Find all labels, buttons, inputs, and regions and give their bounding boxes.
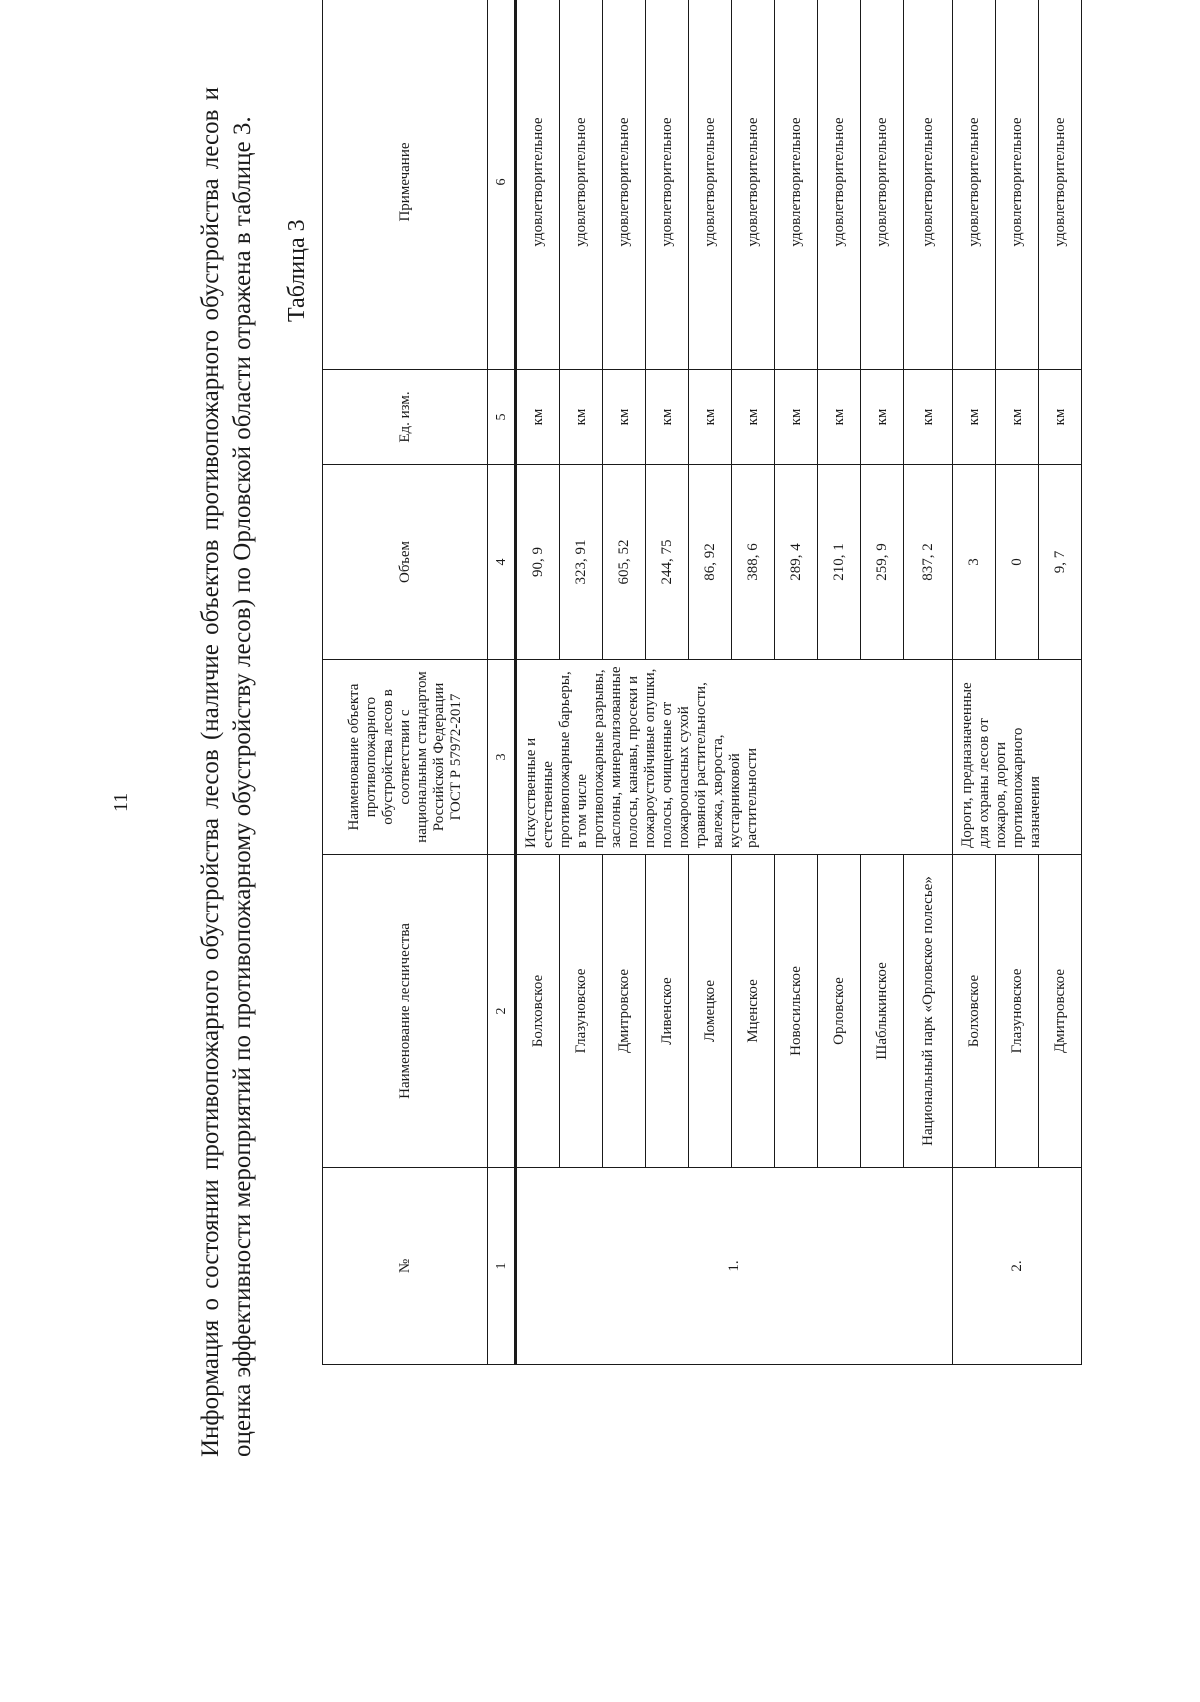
- object-description-cell: Искусственные и естественные противопожарные барьеры, в том числе противопожарные разрывы, заслоны, минерализованные полосы, канавы, просеки и пожароустойчивые опушки, полосы, очищенные от пожароопасных сухой травяной растительности, валежа, хвороста, кустарниковой растительности: [516, 660, 953, 855]
- volume-cell: 0: [996, 465, 1039, 660]
- unit-cell: км: [732, 370, 775, 465]
- forestry-cell: Ливенское: [646, 855, 689, 1168]
- note-cell: удовлетворительное: [818, 0, 861, 370]
- volume-cell: 9, 7: [1039, 465, 1082, 660]
- header-note: Примечание: [323, 0, 488, 370]
- volume-cell: 86, 92: [689, 465, 732, 660]
- section-heading: Информация о состоянии противопожарного обустройства лесов (наличие объектов противопожарного обустройства лесов и оценка эффективности мероприятий по противопожарному обустройству лесов) по Орловской области отражена в таблице 3.: [197, 87, 256, 1457]
- table-header-row: [323, 0, 488, 1365]
- volume-cell: 210, 1: [818, 465, 861, 660]
- note-cell: удовлетворительное: [775, 0, 818, 370]
- forestry-cell: Мценское: [732, 855, 775, 1168]
- note-cell: удовлетворительное: [732, 0, 775, 370]
- unit-cell: км: [904, 370, 953, 465]
- volume-cell: 3: [953, 465, 996, 660]
- forestry-cell: Ломецкое: [689, 855, 732, 1168]
- forestry-cell: Дмитровское: [603, 855, 646, 1168]
- note-cell: удовлетворительное: [904, 0, 953, 370]
- table-row: [516, 0, 560, 1365]
- unit-cell: км: [516, 370, 560, 465]
- unit-cell: км: [689, 370, 732, 465]
- volume-cell: 605, 52: [603, 465, 646, 660]
- unit-cell: км: [775, 370, 818, 465]
- note-cell: удовлетворительное: [689, 0, 732, 370]
- fire-protection-table: [322, 0, 1082, 1365]
- unit-cell: км: [953, 370, 996, 465]
- note-cell: удовлетворительное: [603, 0, 646, 370]
- header-unit: Ед. изм.: [323, 370, 488, 465]
- forestry-cell: Глазуновское: [996, 855, 1039, 1168]
- unit-cell: км: [603, 370, 646, 465]
- forestry-cell: Шаблыкинское: [861, 855, 904, 1168]
- header-num: №: [323, 1168, 488, 1365]
- group-number: 1.: [516, 1168, 953, 1365]
- column-number: 5: [488, 370, 516, 465]
- column-number: 4: [488, 465, 516, 660]
- forestry-cell: Дмитровское: [1039, 855, 1082, 1168]
- unit-cell: км: [1039, 370, 1082, 465]
- table-caption: Таблица 3: [284, 219, 310, 322]
- page-number: 11: [110, 792, 132, 812]
- header-object: Наименование объекта противопожарного обустройства лесов в соответствии с национальным стандартом Российской Федерации ГОСТ Р 57972-2017: [323, 660, 488, 855]
- table-row: [953, 0, 996, 1365]
- note-cell: удовлетворительное: [953, 0, 996, 370]
- volume-cell: 388, 6: [732, 465, 775, 660]
- forestry-cell: Орловское: [818, 855, 861, 1168]
- column-number: 1: [488, 1168, 516, 1365]
- unit-cell: км: [560, 370, 603, 465]
- note-cell: удовлетворительное: [1039, 0, 1082, 370]
- header-forestry: Наименование лесничества: [323, 855, 488, 1168]
- forestry-cell: Болховское: [953, 855, 996, 1168]
- volume-cell: 289, 4: [775, 465, 818, 660]
- note-cell: удовлетворительное: [516, 0, 560, 370]
- unit-cell: км: [818, 370, 861, 465]
- column-number: 6: [488, 0, 516, 370]
- unit-cell: км: [646, 370, 689, 465]
- note-cell: удовлетворительное: [996, 0, 1039, 370]
- forestry-cell: Национальный парк «Орловское полесье»: [904, 855, 953, 1168]
- column-number-row: [488, 0, 516, 1365]
- unit-cell: км: [996, 370, 1039, 465]
- group-number: 2.: [953, 1168, 1082, 1365]
- volume-cell: 90, 9: [516, 465, 560, 660]
- object-description-cell: Дороги, предназначенные для охраны лесов от пожаров, дороги противопожарного назначения: [953, 660, 1082, 855]
- volume-cell: 244, 75: [646, 465, 689, 660]
- forestry-cell: Болховское: [516, 855, 560, 1168]
- note-cell: удовлетворительное: [560, 0, 603, 370]
- volume-cell: 259, 9: [861, 465, 904, 660]
- column-number: 3: [488, 660, 516, 855]
- forestry-cell: Новосильское: [775, 855, 818, 1168]
- volume-cell: 837, 2: [904, 465, 953, 660]
- volume-cell: 323, 91: [560, 465, 603, 660]
- note-cell: удовлетворительное: [646, 0, 689, 370]
- column-number: 2: [488, 855, 516, 1168]
- note-cell: удовлетворительное: [861, 0, 904, 370]
- unit-cell: км: [861, 370, 904, 465]
- forestry-cell: Глазуновское: [560, 855, 603, 1168]
- header-volume: Объем: [323, 465, 488, 660]
- fire-protection-table-container: [322, 0, 1068, 1365]
